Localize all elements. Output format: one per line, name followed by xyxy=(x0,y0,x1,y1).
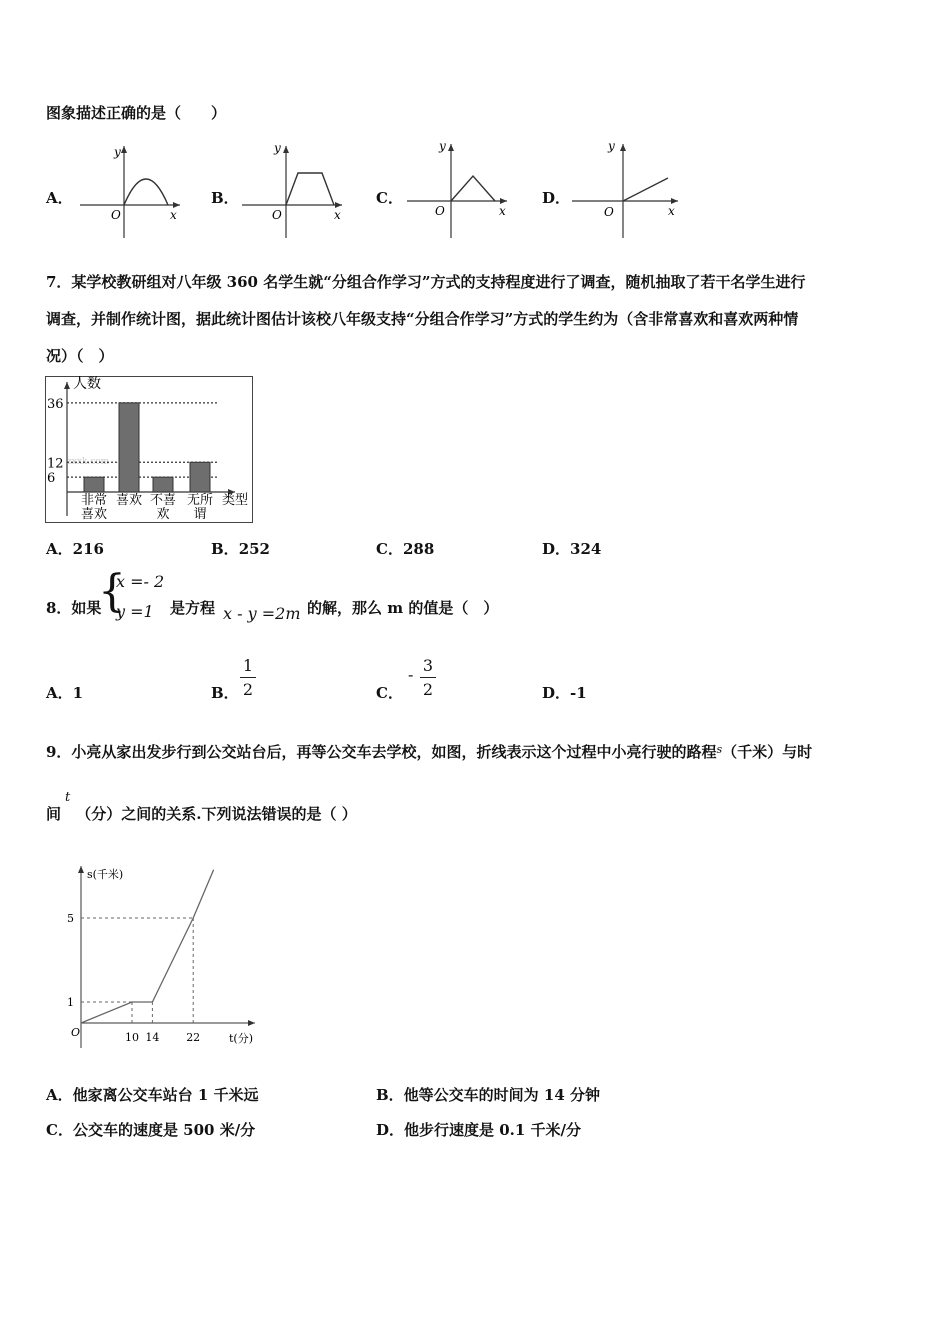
q6-option-d-label: D． xyxy=(542,189,571,207)
q9-var-t: t xyxy=(65,790,71,805)
category-label: 无所 xyxy=(186,493,214,508)
q6-graph-c xyxy=(403,138,513,243)
q9-y-tick-label: 5 xyxy=(67,912,74,925)
q7-option-a xyxy=(46,538,104,559)
q9-var-s: s xyxy=(716,743,723,756)
q7-option-d xyxy=(542,538,601,559)
origin-label: O xyxy=(111,208,121,222)
q8-equation: x - y =2m xyxy=(223,604,301,623)
axis-x-label: x xyxy=(499,204,506,218)
q8-option-b-label: B． xyxy=(211,684,239,702)
q8-option-d-label: D． xyxy=(542,684,571,702)
category-label: 喜欢 xyxy=(80,507,108,522)
origin-label: O xyxy=(604,205,614,219)
q6-option-c-label: C． xyxy=(376,189,403,207)
q8-system-line-1: x =- 2 xyxy=(116,572,165,591)
axis-x-label: x xyxy=(334,208,341,222)
q9-y-tick-label: 1 xyxy=(67,996,74,1009)
q8-system-line-2: y =1 xyxy=(116,602,154,621)
q7-option-c xyxy=(376,538,434,559)
category-label: 欢 xyxy=(156,507,170,522)
q9-x-axis-label: t(分) xyxy=(229,1032,254,1045)
watermark: zxxk.com xyxy=(67,457,110,467)
q7-bar-chart xyxy=(45,376,254,524)
q9-y-axis-label: s(千米) xyxy=(87,868,124,881)
q8-option-a-value: 1 xyxy=(72,684,84,702)
bar xyxy=(153,477,173,492)
origin-label: O xyxy=(272,208,282,222)
q7-text-line-3: 况）（ ） xyxy=(46,347,114,365)
q7-option-a-value: 216 xyxy=(72,540,104,558)
q9-x-tick-label: 14 xyxy=(145,1031,160,1044)
q9-option-c: C．公交车的速度是 500 米/分 xyxy=(46,1121,256,1139)
y-tick-label: 36 xyxy=(47,396,64,412)
category-label: 喜欢 xyxy=(115,493,143,508)
q6-graph-a xyxy=(76,138,186,243)
q9-x-tick-label: 10 xyxy=(125,1031,139,1044)
q9-path-line xyxy=(81,870,214,1023)
axis-x-label: x xyxy=(668,204,675,218)
q9-text-line-2 xyxy=(46,790,357,824)
q7-text-line-1: 7．某学校教研组对八年级 360 名学生就“分组合作学习”方式的支持程度进行了调查，随机抽取了若干名学生进行 xyxy=(46,273,806,291)
q9-line-2-part-a: 间 xyxy=(46,805,62,823)
q9-x-tick-label: 22 xyxy=(186,1031,201,1044)
q8-brace: { xyxy=(98,566,126,617)
axis-y-label: y xyxy=(439,139,446,153)
q7-option-c-label: C． xyxy=(376,540,403,558)
bar xyxy=(84,477,104,492)
q8-mid-text: 是方程 xyxy=(170,599,216,617)
q8-option-d-value: -1 xyxy=(570,684,587,702)
q9-line-1-part-b: （千米）与时 xyxy=(722,743,813,761)
category-label: 谓 xyxy=(193,507,207,522)
q7-option-a-label: A． xyxy=(46,540,73,558)
q7-option-b xyxy=(211,538,270,559)
x-axis-label: 类型 xyxy=(222,493,249,508)
q6-curve-a xyxy=(124,179,168,205)
q6-curve-c xyxy=(451,176,495,201)
q6-option-a-label: A． xyxy=(46,189,73,207)
origin-label: O xyxy=(435,204,445,218)
q7-option-d-value: 324 xyxy=(570,540,602,558)
q6-graph-b xyxy=(238,138,348,243)
q8-option-d xyxy=(542,682,587,703)
fraction-numerator: 3 xyxy=(422,656,434,675)
q8-option-c-label: C． xyxy=(376,684,403,702)
q9-text-line-1 xyxy=(46,741,812,762)
q6-curve-d xyxy=(623,178,668,201)
category-label: 不喜 xyxy=(149,493,177,508)
q9-option-b: B．他等公交车的时间为 14 分钟 xyxy=(376,1086,600,1104)
q9-line-graph xyxy=(55,860,275,1055)
q9-origin-label: O xyxy=(71,1026,81,1039)
q6-option-b-label: B． xyxy=(211,189,239,207)
fraction-numerator: 1 xyxy=(242,656,254,675)
q9-option-d: D．他步行速度是 0.1 千米/分 xyxy=(376,1121,582,1139)
category-label: 非常 xyxy=(80,493,108,508)
q9-option-a: A．他家离公交车站台 1 千米远 xyxy=(46,1086,259,1104)
bar xyxy=(190,462,210,492)
axis-x-label: x xyxy=(170,208,177,222)
q6-graph-d xyxy=(568,138,683,243)
q6-curve-b xyxy=(286,173,334,205)
q8-option-b-fraction xyxy=(240,656,256,699)
q8-option-a xyxy=(46,682,83,703)
fraction-denominator: 2 xyxy=(242,680,254,699)
q7-text-line-2: 调查，并制作统计图，据此统计图估计该校八年级支持“分组合作学习”方式的学生约为（含非常喜欢和喜欢两种情 xyxy=(46,310,799,328)
q8-prefix: 8．如果 xyxy=(46,599,102,617)
q6-stem: 图象描述正确的是（ ） xyxy=(46,104,227,122)
q7-option-b-value: 252 xyxy=(238,540,270,558)
q8-option-c-sign: - xyxy=(408,665,414,684)
fraction-denominator: 2 xyxy=(422,680,434,699)
y-axis-label: 人数 xyxy=(73,376,101,392)
axis-y-label: y xyxy=(274,141,281,155)
q9-line-1-part-a: 9．小亮从家出发步行到公交站台后，再等公交车去学校，如图，折线表示这个过程中小亮行驶的路程 xyxy=(46,743,717,761)
q9-line-2-part-b: （分）之间的关系.下列说法错误的是（ ） xyxy=(76,805,357,823)
q7-option-c-value: 288 xyxy=(402,540,435,558)
y-tick-label: 6 xyxy=(47,471,56,487)
bar xyxy=(119,403,139,492)
y-tick-label: 12 xyxy=(47,456,64,472)
axis-y-label: y xyxy=(114,145,121,159)
q8-option-c-fraction xyxy=(420,656,436,699)
q7-option-d-label: D． xyxy=(542,540,571,558)
axis-y-label: y xyxy=(608,139,615,153)
q8-suffix: 的解，那么 m 的值是（ ） xyxy=(307,599,499,617)
q7-option-b-label: B． xyxy=(211,540,239,558)
q8-option-a-label: A． xyxy=(46,684,73,702)
q9-marks xyxy=(67,870,214,1044)
